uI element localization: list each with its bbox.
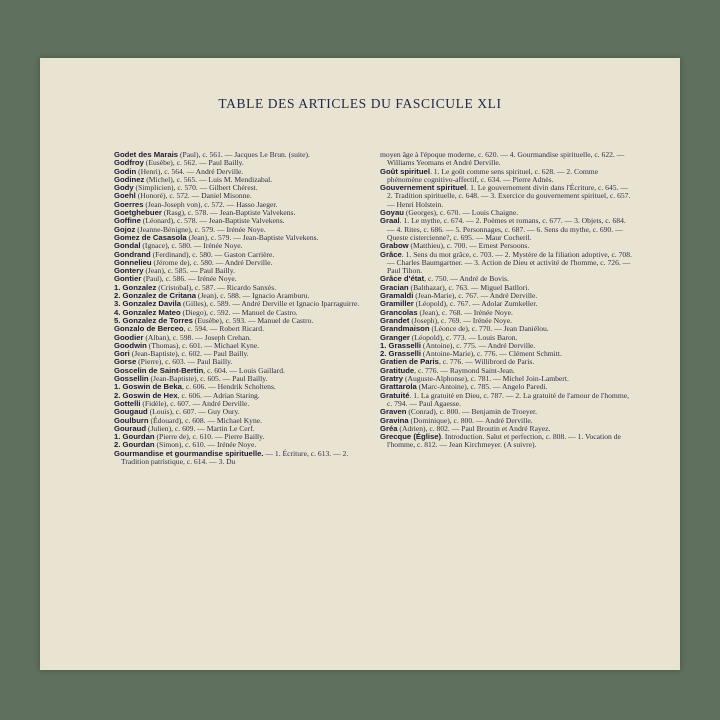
entry-details: (Rasg), c. 578. — Jean-Baptiste Valvekens. xyxy=(161,208,296,218)
entry-headword: 1. Goswin de Beka xyxy=(114,382,182,392)
entry-headword: Goodier xyxy=(114,332,144,342)
entry-details: (Ignace), c. 580. — Irénée Noye. xyxy=(140,241,243,251)
entry-details: (Dominique), c. 800. — André Derville. xyxy=(408,415,533,425)
entry-headword: Gonnelieu xyxy=(114,257,152,267)
entry-details: (Léonard), c. 578. — Jean-Baptiste Valvekens. xyxy=(140,216,285,226)
index-entry xyxy=(380,251,632,276)
entry-headword: Grandmaison xyxy=(380,324,430,334)
entry-details: (Jean), c. 588. — Ignacio Aramburu. xyxy=(196,291,310,301)
entry-headword: Gratien de Paris xyxy=(380,357,439,367)
entry-details: , c. 604. — Louis Gaillard. xyxy=(203,365,285,375)
entry-headword: 5. Gonzalez de Torres xyxy=(114,315,193,325)
entry-headword: 1. Grasselli xyxy=(380,340,422,350)
entry-details: (Pierre), c. 603. — Paul Bailly. xyxy=(136,357,233,367)
entry-headword: Gomez de Casasola xyxy=(114,232,187,242)
page-title: TABLE DES ARTICLES DU FASCICULE XLI xyxy=(218,96,502,111)
entry-headword: Grâce d'état xyxy=(380,274,425,284)
right-column xyxy=(380,151,632,450)
entry-details: , c. 606. — Hendrik Scholtens. xyxy=(181,382,276,392)
entry-details: . Introduction. Salut et perfection, c. 808. — 1. Vocation de l'homme, c. 812. — Jean Kirchmeyer. (A suivre). xyxy=(387,432,621,450)
entry-details: (Alban), c. 598. — Joseph Crehan. xyxy=(143,332,252,342)
index-entry xyxy=(380,151,632,168)
entry-details: (Conrad), c. 800. — Benjamin de Troeyer. xyxy=(406,407,538,417)
entry-details: , c. 606. — Adrian Staring. xyxy=(177,390,260,400)
entry-headword: Grancolas xyxy=(380,307,418,317)
book-page xyxy=(40,58,680,670)
entry-details: (Jean-Marie), c. 767. — André Derville. xyxy=(413,291,538,301)
entry-details: (Michel), c. 565. — Luis M. Mendizabal. xyxy=(144,174,273,184)
entry-details: (Henri), c. 564. — André Derville. xyxy=(136,166,244,176)
entry-headword: 3. Gonzalez Davila xyxy=(114,299,182,309)
entry-details: (Marc-Antoine), c. 785. — Angelo Paredi. xyxy=(416,382,548,392)
entry-details: (Fidèle), c. 607. — André Derville. xyxy=(140,398,250,408)
entry-headword: Godet des Marais xyxy=(114,150,179,159)
entry-headword: 4. Gonzalez Mateo xyxy=(114,307,181,317)
entry-headword: Goehl xyxy=(114,191,136,201)
entry-details: moyen âge à l'époque moderne, c. 620. — 4. Gourmandise spirituelle, c. 622. — Williams Yeomans et André Derville. xyxy=(380,150,625,168)
entry-headword: Gougaud xyxy=(114,407,148,417)
entry-headword: Graven xyxy=(380,407,407,417)
entry-headword: 2. Goswin de Hex xyxy=(114,390,178,400)
entry-headword: Grecque (Église) xyxy=(380,432,442,442)
entry-headword: Goffine xyxy=(114,216,141,226)
entry-headword: Goscelin de Saint-Bertin xyxy=(114,365,204,375)
index-entry xyxy=(380,433,632,450)
entry-headword: Gondrand xyxy=(114,249,151,259)
index-entry xyxy=(380,168,632,185)
entry-details: (Léopold), c. 767. — Adolar Zumkeller. xyxy=(413,299,538,309)
entry-headword: Gori xyxy=(114,349,130,359)
entry-headword: Gody xyxy=(114,183,134,193)
entry-headword: Gramaldi xyxy=(380,291,414,301)
entry-details: (Matthieu), c. 700. — Ernest Persoons. xyxy=(408,241,530,251)
entry-headword: 2. Grasselli xyxy=(380,349,422,359)
entry-headword: Grandet xyxy=(380,315,410,325)
entry-details: (Jeanne-Bénigne), c. 579. — Irénée Noye. xyxy=(135,224,266,234)
entry-details: (Julien), c. 609. — Martin Le Cerf. xyxy=(146,423,255,433)
entry-details: . 1. Sens du mot grâce, c. 703. — 2. Mystère de la filiation adoptive, c. 708. — Charles Baumgartner. — 3. Action de Dieu et activité de l'homme, c. 726. — Paul Tihon. xyxy=(387,249,632,276)
entry-details: (Balthazar), c. 763. — Miguel Batllori. xyxy=(408,282,530,292)
entry-details: (Antoine-Marie), c. 776. — Clément Schmitt. xyxy=(421,349,562,359)
entry-headword: Godinez xyxy=(114,174,145,184)
entry-headword: 2. Gourdan xyxy=(114,440,155,450)
entry-details: (Adrien), c. 802. — Paul Broutin et André Rayez. xyxy=(397,423,551,433)
entry-details: . 1. La gratuité en Dieu, c. 787. — 2. La gratuité de l'amour de l'homme, c. 794. — Paul Agaesse. xyxy=(387,390,629,408)
entry-headword: Gravina xyxy=(380,415,409,425)
entry-headword: Gramiller xyxy=(380,299,414,309)
entry-headword: Goyau xyxy=(380,208,404,218)
index-entry xyxy=(380,392,632,409)
entry-details: , c. 776. — Willibrord de Paris. xyxy=(438,357,535,367)
entry-details: (Georges), c. 670. — Louis Chaigne. xyxy=(403,208,519,218)
entry-details: (Joseph), c. 769. — Irénée Noye. xyxy=(409,315,512,325)
entry-headword: Goodwin xyxy=(114,340,147,350)
entry-headword: 1. Gonzalez xyxy=(114,282,157,292)
entry-details: (Diego), c. 592. — Manuel de Castro. xyxy=(180,307,298,317)
entry-details: , c. 594. — Robert Ricard. xyxy=(183,324,264,334)
entry-details: (Léopold), c. 773. — Louis Baron. xyxy=(409,332,518,342)
entry-details: (Pierre de), c. 610. — Pierre Bailly. xyxy=(154,432,265,442)
entry-details: (Jean), c. 585. — Paul Bailly. xyxy=(143,266,235,276)
left-column xyxy=(114,151,366,466)
entry-headword: 1. Gourdan xyxy=(114,432,155,442)
entry-headword: Goût spirituel xyxy=(380,166,430,176)
index-entry xyxy=(380,217,632,242)
entry-headword: Gouraud xyxy=(114,423,147,433)
entry-headword: Gojoz xyxy=(114,224,136,234)
entry-headword: Godfroy xyxy=(114,158,144,168)
entry-details: (Simplicien), c. 570. — Gilbert Chérest. xyxy=(133,183,258,193)
entry-headword: Goetghebuer xyxy=(114,208,162,218)
entry-details: — 1. Écriture, c. 613. — 2. Tradition patristique, c. 614. — 3. Du xyxy=(121,448,349,466)
entry-details: (Louis), c. 607. — Guy Oury. xyxy=(147,407,240,417)
entry-details: (Jean-Baptiste), c. 602. — Paul Bailly. xyxy=(129,349,249,359)
entry-details: (Jean), c. 579. — Jean-Baptiste Valvekens. xyxy=(186,232,319,242)
entry-details: (Auguste-Alphonse), c. 781. — Michel Join-Lambert. xyxy=(403,374,569,384)
entry-headword: Gratitude xyxy=(380,365,415,375)
entry-details: (Édouard), c. 608. — Michael Kyne. xyxy=(148,415,263,425)
entry-details: (Jérome de), c. 580. — André Derville. xyxy=(151,257,273,267)
entry-details: . 1. Le mythe, c. 674. — 2. Poèmes et romans, c. 677. — 3. Objets, c. 684. — 4. Rites, c. 686. — 5. Personnages, c. 687. — 6. Sens du mythe, c. 690. — Queste cistercienne?, c. 695. — Maur Cocheril. xyxy=(387,216,626,242)
entry-headword: Gréa xyxy=(380,423,398,433)
entry-headword: Gonzalo de Berceo xyxy=(114,324,184,334)
entry-headword: 2. Gonzalez de Critana xyxy=(114,291,197,301)
entry-details: . 1. Le gouvernement divin dans l'Écriture, c. 645. — 2. Tradition spirituelle, c. 648. — 3. Exercice du gouvernement spirituel, c. 657. — Henri Holstein. xyxy=(387,183,631,209)
entry-headword: Godin xyxy=(114,166,137,176)
entry-headword: Gontery xyxy=(114,266,144,276)
entry-details: (Eusèbe), c. 562. — Paul Bailly. xyxy=(143,158,244,168)
entry-headword: Gratuité xyxy=(380,390,410,400)
index-entry xyxy=(380,184,632,209)
entry-headword: Granger xyxy=(380,332,410,342)
entry-details: , c. 776. — Raymond Saint-Jean. xyxy=(414,365,515,375)
entry-headword: Gorse xyxy=(114,357,137,367)
entry-headword: Grabow xyxy=(380,241,409,251)
entry-details: (Ferdinand), c. 580. — Gaston Carrière. xyxy=(150,249,275,259)
entry-headword: Goulburn xyxy=(114,415,149,425)
entry-details: (Cristobal), c. 587. — Ricardo Sanxès. xyxy=(156,282,277,292)
entry-details: (Antoine), c. 775. — André Derville. xyxy=(421,340,536,350)
entry-headword: Gondal xyxy=(114,241,141,251)
entry-headword: Grâce xyxy=(380,249,402,259)
index-entry xyxy=(114,450,366,467)
entry-headword: Gouvernement spirituel xyxy=(380,183,467,193)
entry-details: (Paul), c. 586. — Irénée Noye. xyxy=(141,274,237,284)
entry-headword: Gracian xyxy=(380,282,409,292)
entry-headword: Gossellin xyxy=(114,374,149,384)
entry-details: (Jean-Joseph von), c. 572. — Hasso Jaeger. xyxy=(143,199,278,209)
entry-details: (Léonce de), c. 770. — Jean Daniélou. xyxy=(429,324,549,334)
entry-details: (Jean-Baptiste), c. 605. — Paul Bailly. xyxy=(148,374,268,384)
entry-details: (Eusèbe), c. 593. — Manuel de Castro. xyxy=(192,315,314,325)
entry-headword: Gourmandise et gourmandise spirituelle. xyxy=(114,448,264,458)
entry-details: . 1. Le goût comme sens spirituel, c. 628. — 2. Comme phénomène cognitivo-affectif, c. 634. — Pierre Adnès. xyxy=(387,166,599,184)
entry-headword: Gontier xyxy=(114,274,142,284)
entry-details: (Jean), c. 768. — Irénée Noye. xyxy=(417,307,513,317)
entry-details: (Honoré), c. 572. — Daniel Misonne. xyxy=(135,191,252,201)
entry-details: (Paul), c. 561. — Jacques Le Brun. (suite). xyxy=(178,150,310,159)
entry-headword: Goerres xyxy=(114,199,144,209)
entry-headword: Gottelli xyxy=(114,398,141,408)
entry-details: (Gilles), c. 589. — André Derville et Ignacio Iparraguirre. xyxy=(181,299,360,309)
entry-headword: Graal xyxy=(380,216,400,226)
entry-details: (Thomas), c. 601. — Michael Kyne. xyxy=(146,340,260,350)
entry-headword: Grattarola xyxy=(380,382,417,392)
entry-details: , c. 750. — André de Bovis. xyxy=(424,274,509,284)
entry-details: (Simon), c. 610. — Irénée Noye. xyxy=(154,440,257,450)
entry-headword: Gratry xyxy=(380,374,404,384)
